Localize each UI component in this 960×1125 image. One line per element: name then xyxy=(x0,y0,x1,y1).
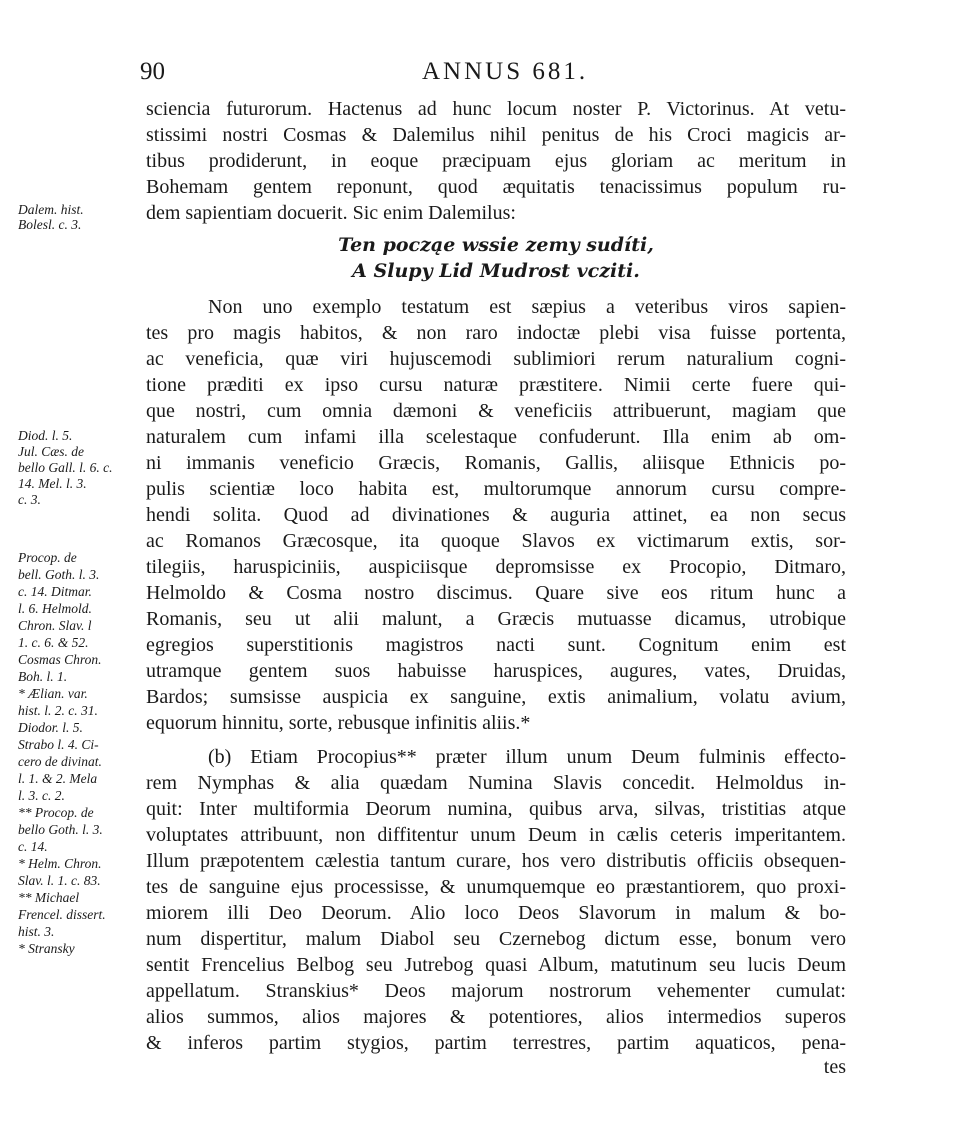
text-line: Bardos; sumsisse auspicia ex sanguine, extis animalium, volatu avium, xyxy=(146,686,846,708)
margin-note: hist. 3. xyxy=(18,924,55,939)
margin-note: 14. Mel. l. 3. xyxy=(18,476,87,491)
margin-note: bello Gall. l. 6. c. xyxy=(18,460,113,475)
text-line: ac Romanos Græcosque, ita quoque Slavos ex victimarum extis, sor- xyxy=(146,530,846,552)
margin-note: * Helm. Chron. xyxy=(18,856,102,871)
margin-note: Bolesl. c. 3. xyxy=(18,217,82,232)
text-line: rem Nymphas & alia quædam Numina Slavis concedit. Helmoldus in- xyxy=(146,772,846,794)
text-line: equorum hinnitu, sorte, rebusque infinitis aliis.* xyxy=(146,712,531,734)
margin-note: Jul. Cæs. de xyxy=(18,444,84,459)
text-line: Romanis, seu ut alii malunt, a Græcis mutuasse dicamus, utrobique xyxy=(146,608,846,630)
text-line: Helmoldo & Cosma nostro discimus. Quare sive eos ritum hunc a xyxy=(146,582,846,604)
text-line: quit: Inter multiformia Deorum numina, quibus arva, silvas, tristitias atque xyxy=(146,798,846,820)
text-line: Bohemam gentem reponunt, quod æquitatis tenacissimus populum ru- xyxy=(146,176,846,198)
text-line: utramque gentem suos habuisse haruspices, augures, vates, Druidas, xyxy=(146,660,846,682)
text-line: tione præditi ex ipso cursu naturæ præstitere. Nimii certe fuere qui- xyxy=(146,374,846,396)
margin-note: * Ælian. var. xyxy=(18,686,88,701)
margin-notes xyxy=(18,0,146,1125)
catchword: tes xyxy=(823,1056,846,1078)
margin-note: bell. Goth. l. 3. xyxy=(18,567,100,582)
verse-line: A Slupy Lid Mudrost vcziti. xyxy=(352,260,640,282)
text-line: tibus prodiderunt, in eoque præcipuam ejus gloriam ac meritum in xyxy=(146,150,846,172)
margin-note: l. 1. & 2. Mela xyxy=(18,771,98,786)
text-line: ni immanis veneficio Græcis, Romanis, Gallis, aliisque Ethnicis po- xyxy=(146,452,846,474)
margin-note: Procop. de xyxy=(18,550,77,565)
verse-line: Ten począe wssie zemy sudíti, xyxy=(338,234,654,256)
margin-note: Chron. Slav. l xyxy=(18,618,92,633)
margin-note: cero de divinat. xyxy=(18,754,102,769)
text-line: Non uno exemplo testatum est sæpius a veteribus viros sapien- xyxy=(208,296,846,318)
margin-note: ** Procop. de xyxy=(18,805,94,820)
margin-note: hist. l. 2. c. 31. xyxy=(18,703,98,718)
margin-note: Diodor. l. 5. xyxy=(18,720,83,735)
margin-note: * Stransky xyxy=(18,941,75,956)
margin-note: c. 14. xyxy=(18,839,48,854)
text-line: tes pro magis habitos, & non raro indoctæ plebi visa fuisse portenta, xyxy=(146,322,846,344)
margin-note: 1. c. 6. & 52. xyxy=(18,635,89,650)
text-line: num dispertitur, malum Diabol seu Czernebog dictum esse, bonum vero xyxy=(146,928,846,950)
text-line: hendi solita. Quod ad divinationes & auguria attinet, ea non secus xyxy=(146,504,846,526)
margin-note: Diod. l. 5. xyxy=(18,428,73,443)
text-line: miorem illi Deo Deorum. Alio loco Deos Slavorum in malum & bo- xyxy=(146,902,846,924)
text-line: sentit Frencelius Belbog seu Jutrebog quasi Album, matutinum seu lucis Deum xyxy=(146,954,846,976)
text-line: tes de sanguine ejus processisse, & unumquemque eo præstantiorem, quo proxi- xyxy=(146,876,846,898)
margin-note: Strabo l. 4. Ci- xyxy=(18,737,99,752)
margin-note: ** Michael xyxy=(18,890,80,905)
text-line: voluptates attribuunt, non diffitentur unum Deum in cælis ceteris imperitantem. xyxy=(146,824,846,846)
margin-note: Frencel. dissert. xyxy=(18,907,106,922)
margin-note: c. 3. xyxy=(18,492,41,507)
text-line: appellatum. Stranskius* Deos majorum nostrorum vehementer cumulat: xyxy=(146,980,846,1002)
text-line: alios summos, alios majores & potentiores, alios intermedios superos xyxy=(146,1006,846,1028)
text-line: stissimi nostri Cosmas & Dalemilus nihil penitus de his Croci magicis ar- xyxy=(146,124,846,146)
margin-note: c. 14. Ditmar. xyxy=(18,584,92,599)
margin-note: l. 3. c. 2. xyxy=(18,788,65,803)
page-number: 90 xyxy=(140,58,165,85)
text-line: que nostri, cum omnia dæmoni & veneficiis attribuerunt, magiam que xyxy=(146,400,846,422)
text-line: naturalem cum infami illa scelestaque confuderunt. Illa enim ab om- xyxy=(146,426,846,448)
text-line: & inferos partim stygios, partim terrestres, partim aquaticos, pena- xyxy=(146,1032,846,1054)
text-line: pulis scientiæ loco habita est, multorumque annorum cursu compre- xyxy=(146,478,846,500)
text-line: sciencia futurorum. Hactenus ad hunc locum noster P. Victorinus. At vetu- xyxy=(146,98,846,120)
text-line: egregios superstitionis magistros nacti sunt. Cognitum enim est xyxy=(146,634,846,656)
text-line: ac veneficia, quæ viri hujuscemodi sublimiori rerum naturalium cogni- xyxy=(146,348,846,370)
margin-note: l. 6. Helmold. xyxy=(18,601,92,616)
margin-note: bello Goth. l. 3. xyxy=(18,822,103,837)
text-line: (b) Etiam Procopius** præter illum unum Deum fulminis effecto- xyxy=(208,746,846,768)
margin-note: Boh. l. 1. xyxy=(18,669,68,684)
margin-note: Dalem. hist. xyxy=(18,202,84,217)
margin-note: Slav. l. 1. c. 83. xyxy=(18,873,101,888)
text-line: tilegiis, haruspiciniis, auspiciisque depromsisse ex Procopio, Ditmaro, xyxy=(146,556,846,578)
text-line: Illum præpotentem cælestia tantum curare, hos vero distributis officiis obsequen- xyxy=(146,850,846,872)
text-line: dem sapientiam docuerit. Sic enim Dalemilus: xyxy=(146,202,516,224)
running-title: ANNUS 681. xyxy=(422,58,589,85)
page-header xyxy=(140,58,840,88)
margin-note: Cosmas Chron. xyxy=(18,652,102,667)
